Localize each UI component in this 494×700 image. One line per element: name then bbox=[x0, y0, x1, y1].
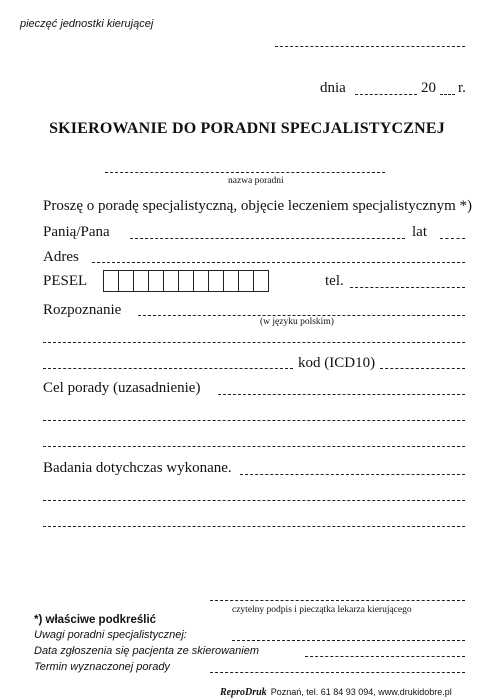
pesel-digit-box[interactable] bbox=[148, 270, 164, 292]
purpose-field-line-3[interactable] bbox=[43, 446, 465, 447]
date-prefix: dnia bbox=[320, 80, 346, 96]
patient-label: Panią/Pana bbox=[43, 224, 110, 240]
clinic-remarks-field[interactable] bbox=[232, 640, 465, 641]
year-prefix: 20 bbox=[421, 80, 436, 96]
purpose-field[interactable] bbox=[218, 394, 465, 395]
address-field[interactable] bbox=[92, 262, 465, 263]
tests-label: Badania dotychczas wykonane. bbox=[43, 460, 232, 476]
registration-date-field[interactable] bbox=[305, 656, 465, 657]
purpose-label: Cel porady (uzasadnienie) bbox=[43, 380, 201, 396]
stamp-label: pieczęć jednostki kierującej bbox=[20, 18, 154, 30]
pesel-digit-box[interactable] bbox=[133, 270, 149, 292]
tests-field[interactable] bbox=[240, 474, 465, 475]
tests-field-line-3[interactable] bbox=[43, 526, 465, 527]
diagnosis-field[interactable] bbox=[138, 315, 465, 316]
pesel-label: PESEL bbox=[43, 273, 88, 289]
footer-brand: ReproDruk bbox=[220, 687, 267, 698]
diagnosis-field-line-3[interactable] bbox=[43, 368, 293, 369]
signature-caption: czytelny podpis i pieczątka lekarza kierującego bbox=[232, 605, 412, 615]
tests-field-line-2[interactable] bbox=[43, 500, 465, 501]
header-dash-line bbox=[275, 46, 465, 47]
clinic-caption: nazwa poradni bbox=[228, 176, 284, 186]
page-title: SKIEROWANIE DO PORADNI SPECJALISTYCZNEJ bbox=[49, 120, 445, 137]
pesel-digit-box[interactable] bbox=[103, 270, 119, 292]
pesel-digit-box[interactable] bbox=[208, 270, 224, 292]
pesel-digit-box[interactable] bbox=[118, 270, 134, 292]
clinic-name-field[interactable] bbox=[105, 172, 385, 173]
pesel-digit-box[interactable] bbox=[163, 270, 179, 292]
pesel-digit-box[interactable] bbox=[253, 270, 269, 292]
age-label: lat bbox=[412, 224, 427, 240]
clinic-remarks-label: Uwagi poradni specjalistycznej: bbox=[34, 629, 187, 641]
footer bbox=[220, 682, 452, 700]
footer-info: Poznań, tel. 61 84 93 094, www.drukidobre.pl bbox=[270, 687, 452, 697]
address-label: Adres bbox=[43, 249, 79, 265]
age-field[interactable] bbox=[440, 238, 465, 239]
year-field[interactable] bbox=[440, 94, 455, 95]
registration-date-label: Data zgłoszenia się pacjenta ze skierowaniem bbox=[34, 645, 260, 657]
diagnosis-caption: (w języku polskim) bbox=[260, 317, 334, 327]
pesel-digit-box[interactable] bbox=[193, 270, 209, 292]
footnote: *) właściwe podkreślić bbox=[34, 614, 157, 626]
appointment-field[interactable] bbox=[210, 672, 465, 673]
diagnosis-field-line-2[interactable] bbox=[43, 342, 465, 343]
purpose-field-line-2[interactable] bbox=[43, 420, 465, 421]
request-text: Proszę o poradę specjalistyczną, objęcie leczeniem specjalistycznym *) bbox=[43, 198, 472, 214]
date-field[interactable] bbox=[355, 94, 417, 95]
icd10-code-field[interactable] bbox=[380, 368, 465, 369]
pesel-digit-box[interactable] bbox=[178, 270, 194, 292]
diagnosis-label: Rozpoznanie bbox=[43, 302, 122, 318]
appointment-label: Termin wyznaczonej porady bbox=[34, 661, 170, 673]
phone-field[interactable] bbox=[350, 287, 465, 288]
code-label: kod (ICD10) bbox=[298, 355, 376, 371]
patient-name-field[interactable] bbox=[130, 238, 405, 239]
phone-label: tel. bbox=[325, 273, 344, 289]
pesel-digit-box[interactable] bbox=[238, 270, 254, 292]
pesel-digit-box[interactable] bbox=[223, 270, 239, 292]
year-suffix: r. bbox=[458, 80, 466, 96]
signature-field[interactable] bbox=[210, 600, 465, 601]
